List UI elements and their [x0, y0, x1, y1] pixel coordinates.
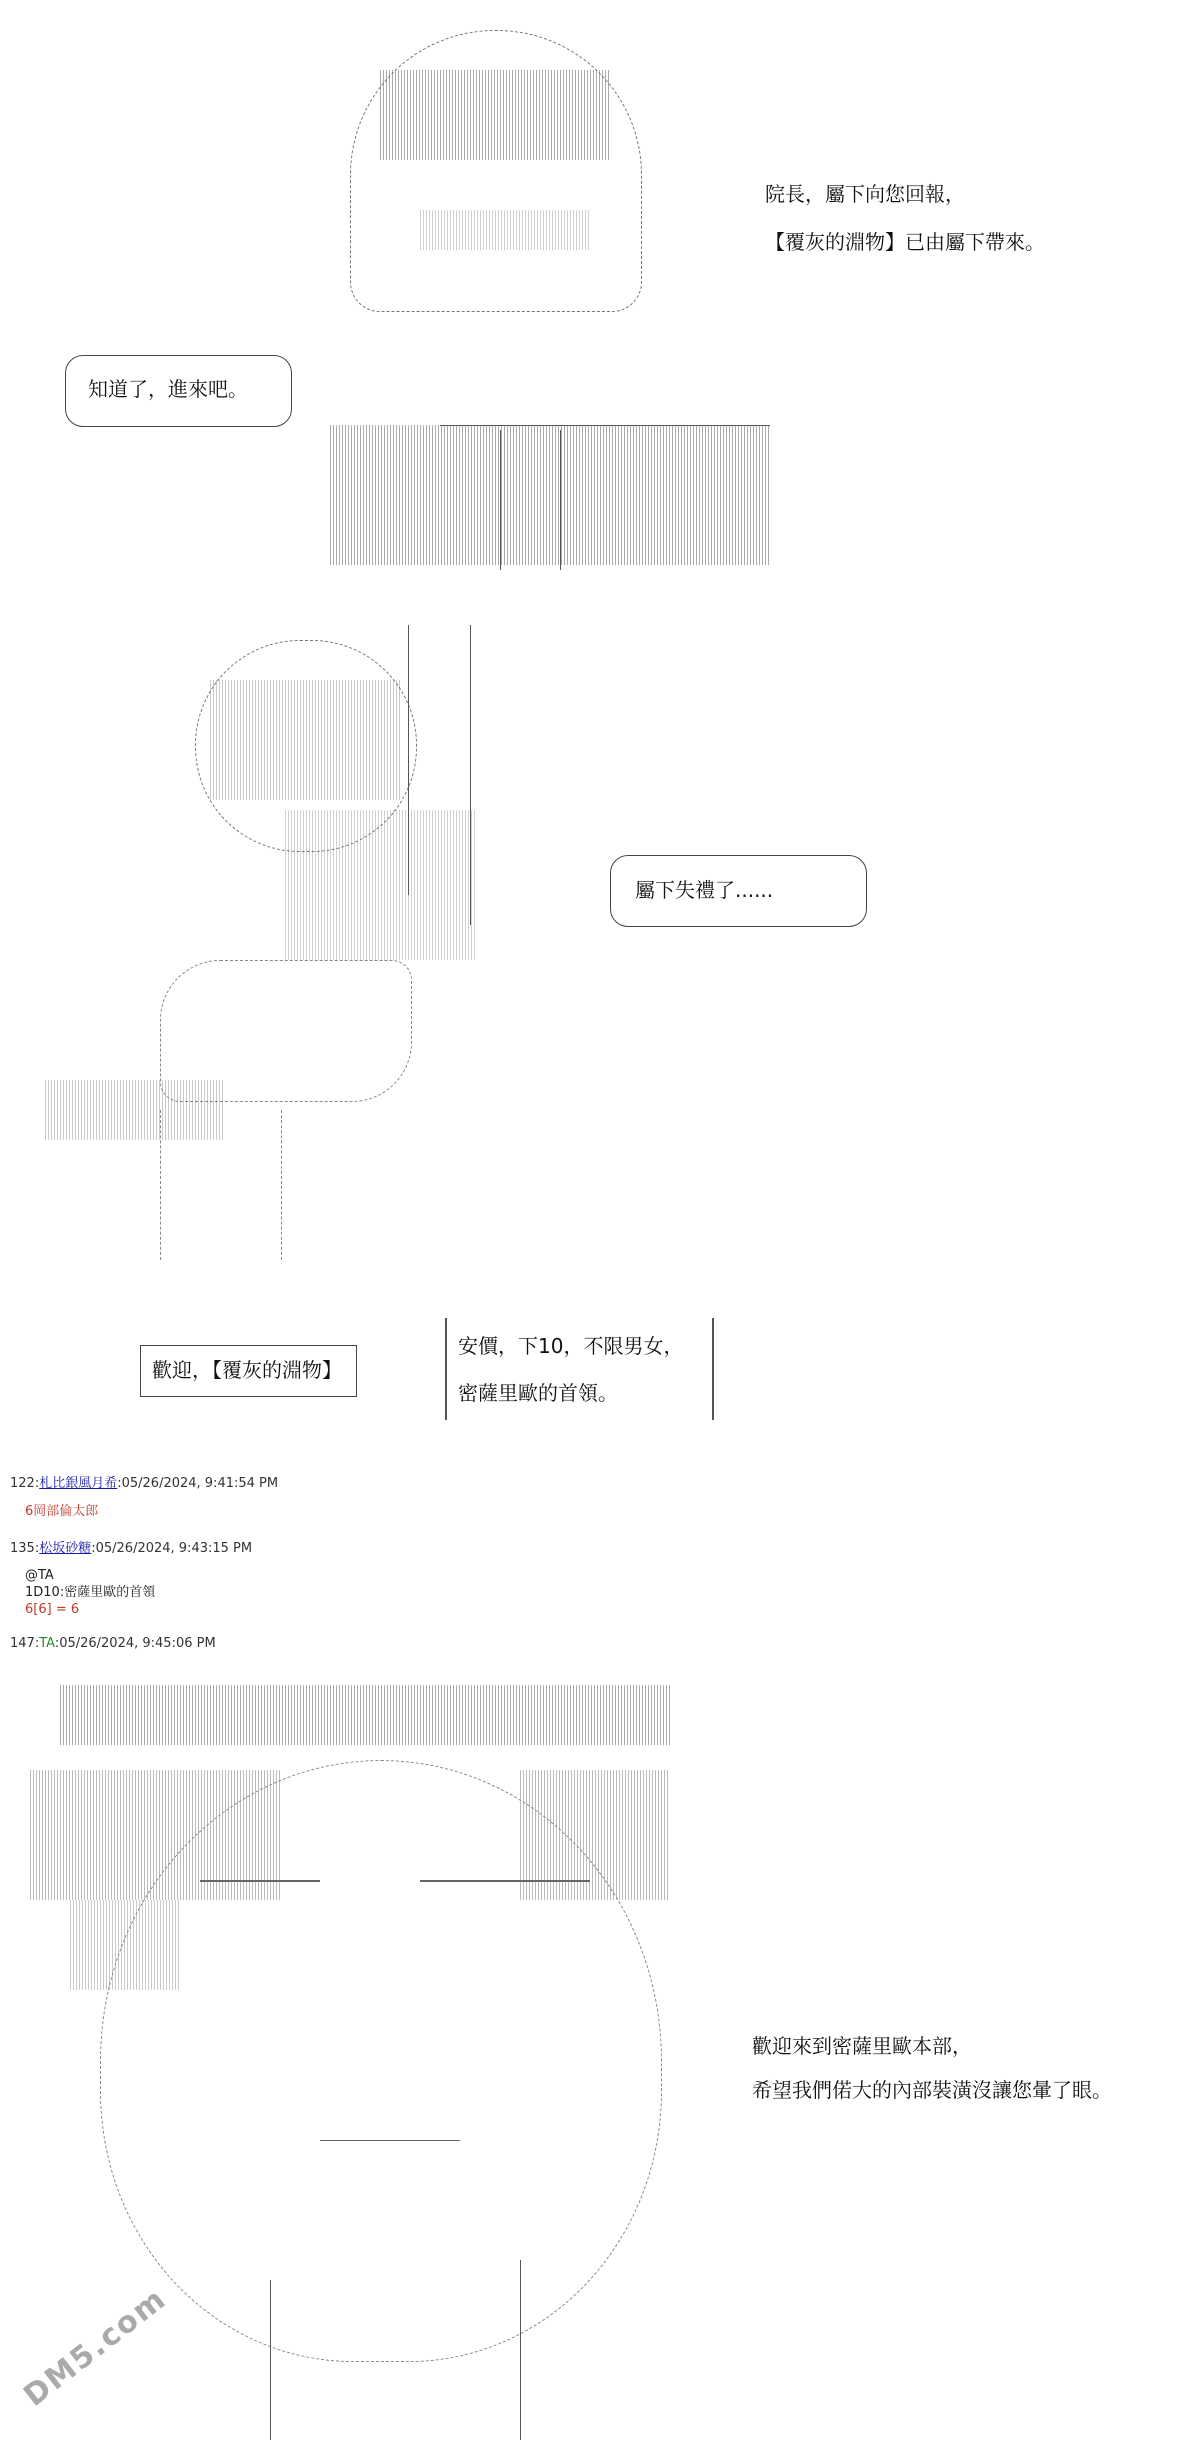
post-author-link[interactable]: 札比銀風月希: [39, 1476, 118, 1491]
post-body-line: 6岡部倫太郎: [25, 1504, 99, 1519]
welcome-text: 歡迎，【覆灰的淵物】: [152, 1358, 342, 1382]
site-watermark-logo: [17, 2281, 173, 2414]
speech-line-2: 希望我們偌大的內部裝潢沒讓您暈了眼。: [752, 2078, 1112, 2102]
post-body-line: 1D10:密薩里歐的首領: [25, 1585, 156, 1600]
reply-text: 知道了，進來吧。: [88, 377, 248, 401]
post-timestamp: :05/26/2024, 9:41:54 PM: [117, 1476, 279, 1491]
post-header: [10, 1472, 278, 1491]
post-number: 147:: [10, 1636, 40, 1651]
post-body-line: @TA: [25, 1568, 54, 1583]
post-timestamp: :05/26/2024, 9:45:06 PM: [54, 1636, 216, 1651]
post-header: [10, 1636, 216, 1651]
apology-text: 屬下失禮了......: [635, 878, 774, 902]
watermark-text: DM5.com: [17, 2281, 174, 2414]
post-number: 122:: [10, 1476, 40, 1491]
speech-line-1: 歡迎來到密薩里歐本部，: [752, 2034, 972, 2058]
narration-line-1: 院長，屬下向您回報，: [765, 182, 965, 206]
narration-line-2: 【覆灰的淵物】已由屬下帶來。: [765, 230, 1045, 254]
post-author-link[interactable]: TA: [39, 1636, 55, 1651]
post-timestamp: :05/26/2024, 9:43:15 PM: [91, 1541, 253, 1556]
note-line-1: 安價，下10，不限男女，: [458, 1334, 684, 1358]
post-body-line: 6[6] = 6: [25, 1602, 80, 1617]
note-line-2: 密薩里歐的首領。: [458, 1381, 618, 1405]
post-number: 135:: [10, 1541, 40, 1556]
post-author-link[interactable]: 松坂砂糖: [39, 1541, 92, 1556]
post-header: [10, 1537, 252, 1556]
